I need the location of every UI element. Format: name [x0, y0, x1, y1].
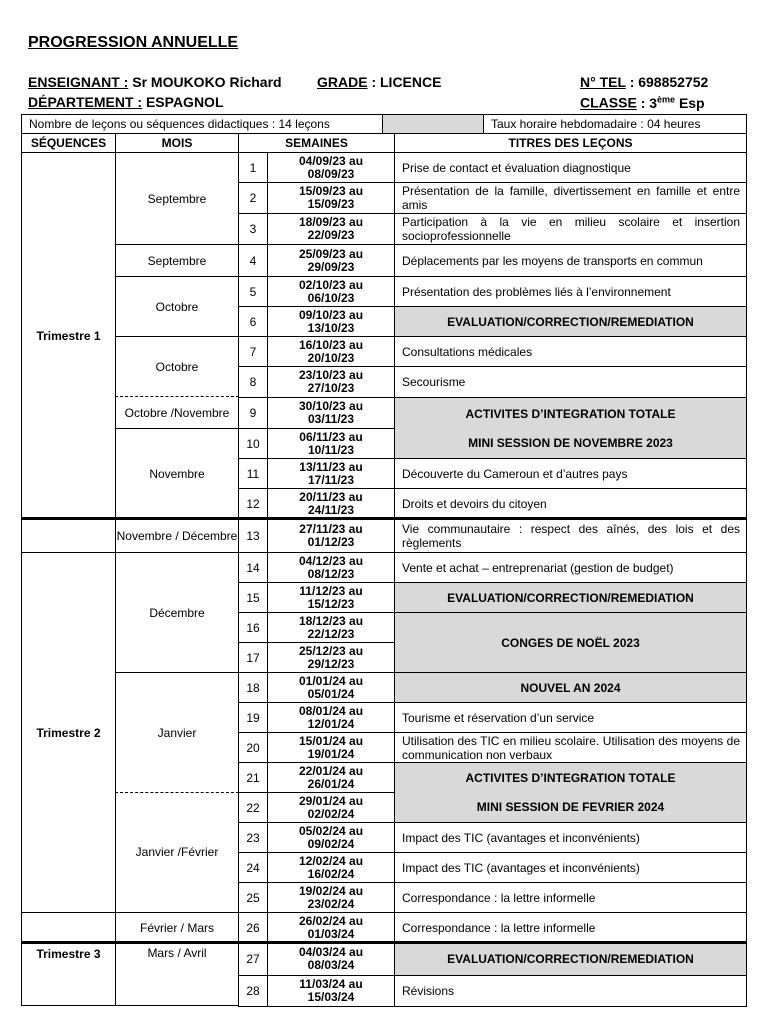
lesson-title: MINI SESSION DE FEVRIER 2024 [394, 792, 747, 823]
week-number: 24 [238, 852, 268, 883]
lesson-title: NOUVEL AN 2024 [394, 672, 747, 703]
week-number: 2 [238, 182, 268, 214]
month-cell: Octobre [115, 276, 239, 337]
class-line [580, 94, 705, 111]
week-dates: 06/11/23 au 10/11/23 [267, 428, 395, 459]
col-header-sequences: SÉQUENCES [21, 133, 116, 153]
class-label: CLASSE [580, 94, 637, 111]
sequence-trimestre-2: Trimestre 2 [21, 552, 116, 913]
week-dates: 25/12/23 au 29/12/23 [267, 642, 395, 673]
teacher-value: Sr MOUKOKO Richard [132, 74, 282, 90]
lesson-title: Tourisme et réservation d’un service [394, 702, 747, 733]
section-divider [21, 941, 747, 944]
week-number: 21 [238, 762, 268, 793]
lesson-title: Secourisme [394, 366, 747, 398]
week-dates: 30/10/23 au 03/11/23 [267, 397, 395, 429]
lesson-title: Présentation de la famille, divertissement en famille et entre amis [394, 182, 747, 214]
week-number: 23 [238, 822, 268, 853]
lesson-title: Vente et achat – entreprenariat (gestion de budget) [394, 552, 747, 583]
week-dates: 16/10/23 au 20/10/23 [267, 336, 395, 367]
month-cell: Octobre /Novembre [115, 397, 239, 429]
lesson-title: EVALUATION/CORRECTION/REMEDIATION [394, 942, 747, 976]
lesson-title: Déplacements par les moyens de transports en commun [394, 244, 747, 277]
week-dates: 04/12/23 au 08/12/23 [267, 552, 395, 583]
month-cell: Octobre [115, 336, 239, 397]
week-dates: 05/02/24 au 09/02/24 [267, 822, 395, 853]
month-cell: Janvier [115, 672, 239, 793]
lesson-title: Consultations médicales [394, 336, 747, 367]
week-dates: 20/11/23 au 24/11/23 [267, 488, 395, 519]
week-number: 4 [238, 244, 268, 277]
lesson-title: CONGES DE NOËL 2023 [394, 612, 747, 673]
week-number: 9 [238, 397, 268, 429]
department-value: ESPAGNOL [145, 94, 224, 110]
lesson-title: Correspondance : la lettre informelle [394, 882, 747, 913]
week-number: 6 [238, 306, 268, 337]
week-dates: 25/09/23 au 29/09/23 [267, 244, 395, 277]
lesson-title: Vie communautaire : respect des aînés, des lois et des règlements [394, 518, 747, 553]
week-dates: 02/10/23 au 06/10/23 [267, 276, 395, 307]
tel-line [580, 74, 708, 90]
lesson-title: ACTIVITES D’INTEGRATION TOTALE [394, 762, 747, 793]
month-cell: Février / Mars [115, 912, 239, 943]
week-dates: 19/02/24 au 23/02/24 [267, 882, 395, 913]
department-label: DÉPARTEMENT : [28, 94, 143, 110]
lesson-title: ACTIVITES D’INTEGRATION TOTALE [394, 397, 747, 429]
week-number: 8 [238, 366, 268, 398]
week-number: 25 [238, 882, 268, 913]
week-dates: 29/01/24 au 02/02/24 [267, 792, 395, 823]
week-number: 26 [238, 912, 268, 943]
week-dates: 04/03/24 au 08/03/24 [267, 942, 395, 976]
tel-value: : 698852752 [629, 74, 709, 90]
col-header-semaines: SEMAINES [238, 133, 395, 153]
grade-label: GRADE [317, 74, 368, 90]
week-number: 5 [238, 276, 268, 307]
class-value: : 3ème Esp [640, 94, 705, 111]
week-number: 12 [238, 488, 268, 519]
month-cell: Janvier /Février [115, 792, 239, 913]
lesson-title: Révisions [394, 975, 747, 1007]
week-number: 14 [238, 552, 268, 583]
sequence-empty [21, 518, 116, 553]
sequence-empty [21, 912, 116, 943]
week-number: 22 [238, 792, 268, 823]
week-number: 17 [238, 642, 268, 673]
week-dates: 08/01/24 au 12/01/24 [267, 702, 395, 733]
lessons-count: Nombre de leçons ou séquences didactiques : 14 leçons [21, 114, 383, 134]
week-number: 28 [238, 975, 268, 1007]
grade-value: : LICENCE [371, 74, 442, 90]
lesson-title: EVALUATION/CORRECTION/REMEDIATION [394, 306, 747, 337]
lesson-title: Correspondance : la lettre informelle [394, 912, 747, 943]
week-dates: 12/02/24 au 16/02/24 [267, 852, 395, 883]
grade-line [317, 74, 441, 90]
week-dates: 15/01/24 au 19/01/24 [267, 732, 395, 763]
lesson-title: Impact des TIC (avantages et inconvénients) [394, 852, 747, 883]
week-dates: 27/11/23 au 01/12/23 [267, 518, 395, 553]
week-dates: 04/09/23 au 08/09/23 [267, 152, 395, 183]
week-number: 10 [238, 428, 268, 459]
week-dates: 18/09/23 au 22/09/23 [267, 213, 395, 245]
sequence-trimestre-1: Trimestre 1 [21, 152, 116, 519]
month-cell: Novembre [115, 428, 239, 519]
week-number: 7 [238, 336, 268, 367]
week-number: 15 [238, 582, 268, 613]
month-cell: Mars / Avril [115, 942, 239, 1006]
week-dates: 11/03/24 au 15/03/24 [267, 975, 395, 1007]
teacher-line [28, 74, 282, 90]
tel-label: N° TEL [580, 74, 626, 90]
lesson-title: MINI SESSION DE NOVEMBRE 2023 [394, 428, 747, 459]
month-cell: Novembre / Décembre [115, 518, 239, 553]
sequence-trimestre-3: Trimestre 3 [21, 942, 116, 1006]
lesson-title: Présentation des problèmes liés à l’environnement [394, 276, 747, 307]
lesson-title: EVALUATION/CORRECTION/REMEDIATION [394, 582, 747, 613]
week-dates: 13/11/23 au 17/11/23 [267, 458, 395, 489]
week-dates: 18/12/23 au 22/12/23 [267, 612, 395, 643]
week-number: 19 [238, 702, 268, 733]
teacher-label: ENSEIGNANT : [28, 74, 129, 90]
lesson-title: Découverte du Cameroun et d’autres pays [394, 458, 747, 489]
week-number: 18 [238, 672, 268, 703]
hourly-rate: Taux horaire hebdomadaire : 04 heures [483, 114, 747, 134]
week-dates: 09/10/23 au 13/10/23 [267, 306, 395, 337]
week-dates: 22/01/24 au 26/01/24 [267, 762, 395, 793]
lesson-title: Impact des TIC (avantages et inconvénients) [394, 822, 747, 853]
week-dates: 01/01/24 au 05/01/24 [267, 672, 395, 703]
week-dates: 15/09/23 au 15/09/23 [267, 182, 395, 214]
section-divider [21, 517, 747, 520]
week-number: 27 [238, 942, 268, 976]
department-line [28, 94, 224, 110]
page-title: PROGRESSION ANNUELLE [28, 34, 239, 51]
lesson-title: Prise de contact et évaluation diagnostique [394, 152, 747, 183]
lesson-title: Participation à la vie en milieu scolaire et insertion socioprofessionnelle [394, 213, 747, 245]
week-number: 13 [238, 518, 268, 553]
month-cell: Septembre [115, 244, 239, 277]
week-number: 1 [238, 152, 268, 183]
week-number: 20 [238, 732, 268, 763]
week-number: 11 [238, 458, 268, 489]
lesson-title: Utilisation des TIC en milieu scolaire. Utilisation des moyens de communication non verbaux [394, 732, 747, 763]
week-dates: 23/10/23 au 27/10/23 [267, 366, 395, 398]
col-header-titres: TITRES DES LEÇONS [394, 133, 747, 153]
month-cell: Décembre [115, 552, 239, 673]
week-number: 16 [238, 612, 268, 643]
week-dates: 26/02/24 au 01/03/24 [267, 912, 395, 943]
month-cell: Septembre [115, 152, 239, 245]
week-number: 3 [238, 213, 268, 245]
week-dates: 11/12/23 au 15/12/23 [267, 582, 395, 613]
lesson-title: Droits et devoirs du citoyen [394, 488, 747, 519]
grey-spacer [382, 114, 484, 134]
col-header-mois: MOIS [115, 133, 239, 153]
